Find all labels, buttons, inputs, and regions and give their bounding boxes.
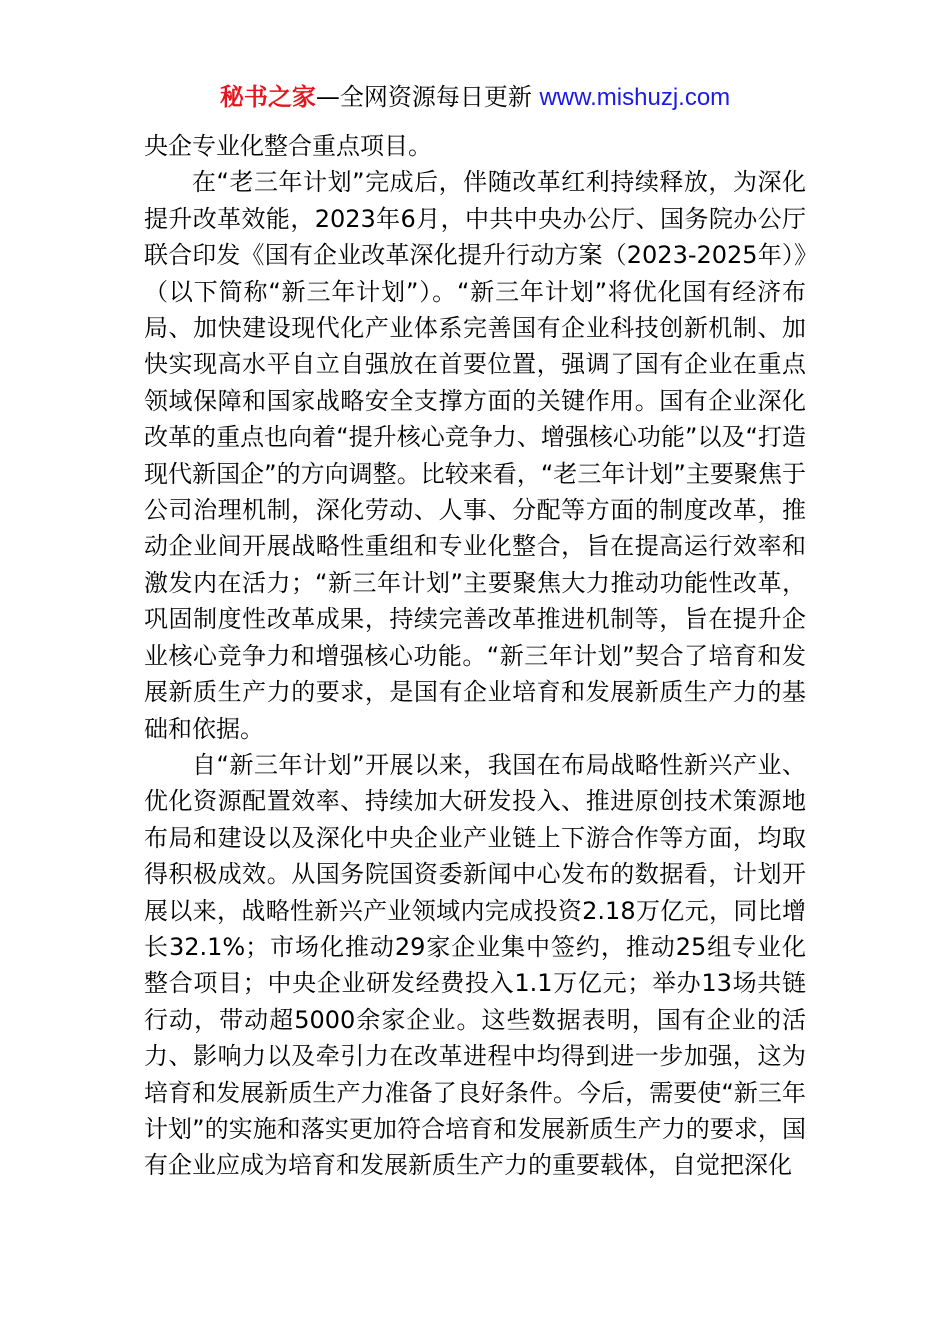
paragraph-continuation: 央企专业化整合重点项目。 bbox=[144, 132, 432, 160]
page-header bbox=[0, 80, 950, 115]
paragraph: 在“老三年计划”完成后，伴随改革红利持续释放，为深化提升改革效能，2023年6月，中共中央办公厅、国务院办公厅联合印发《国有企业改革深化提升行动方案（2023-2025年）》（以下简称“新三年计划”）。“新三年计划”将优化国有经济布局、加快建设现代化产业体系完善国有企业科技创新机制、加快实现高水平自立自强放在首要位置，强调了国有企业在重点领域保障和国家战略安全支撑方面的关键作用。国有企业深化改革的重点也向着“提升核心竞争力、增强核心功能”以及“打造现代新国企”的方向调整。比较来看，“老三年计划”主要聚焦于公司治理机制，深化劳动、人事、分配等方面的制度改革，推动企业间开展战略性重组和专业化整合，旨在提高运行效率和激发内在活力；“新三年计划”主要聚焦大力推动功能性改革，巩固制度性改革成果，持续完善改革推进机制等，旨在提升企业核心竞争力和增强核心功能。“新三年计划”契合了培育和发展新质生产力的要求，是国有企业培育和发展新质生产力的基础和依据。 bbox=[144, 168, 806, 743]
brand-name: 秘书之家 bbox=[219, 83, 316, 111]
header-tagline: —全网资源每日更新 bbox=[315, 83, 532, 111]
site-url-link[interactable]: www.mishuzj.com bbox=[539, 84, 731, 111]
document-body bbox=[144, 128, 806, 1184]
paragraph: 自“新三年计划”开展以来，我国在布局战略性新兴产业、优化资源配置效率、持续加大研发投入、推进原创技术策源地布局和建设以及深化中央企业产业链上下游合作等方面，均取得积极成效。从国务院国资委新闻中心发布的数据看，计划开展以来，战略性新兴产业领域内完成投资2.18万亿元，同比增长32.1%；市场化推动29家企业集中签约，推动25组专业化整合项目；中央企业研发经费投入1.1万亿元；举办13场共链行动，带动超5000余家企业。这些数据表明，国有企业的活力、影响力以及牵引力在改革进程中均得到进一步加强，这为培育和发展新质生产力准备了良好条件。今后，需要使“新三年计划”的实施和落实更加符合培育和发展新质生产力的要求，国有企业应成为培育和发展新质生产力的重要载体，自觉把深化 bbox=[144, 750, 806, 1180]
